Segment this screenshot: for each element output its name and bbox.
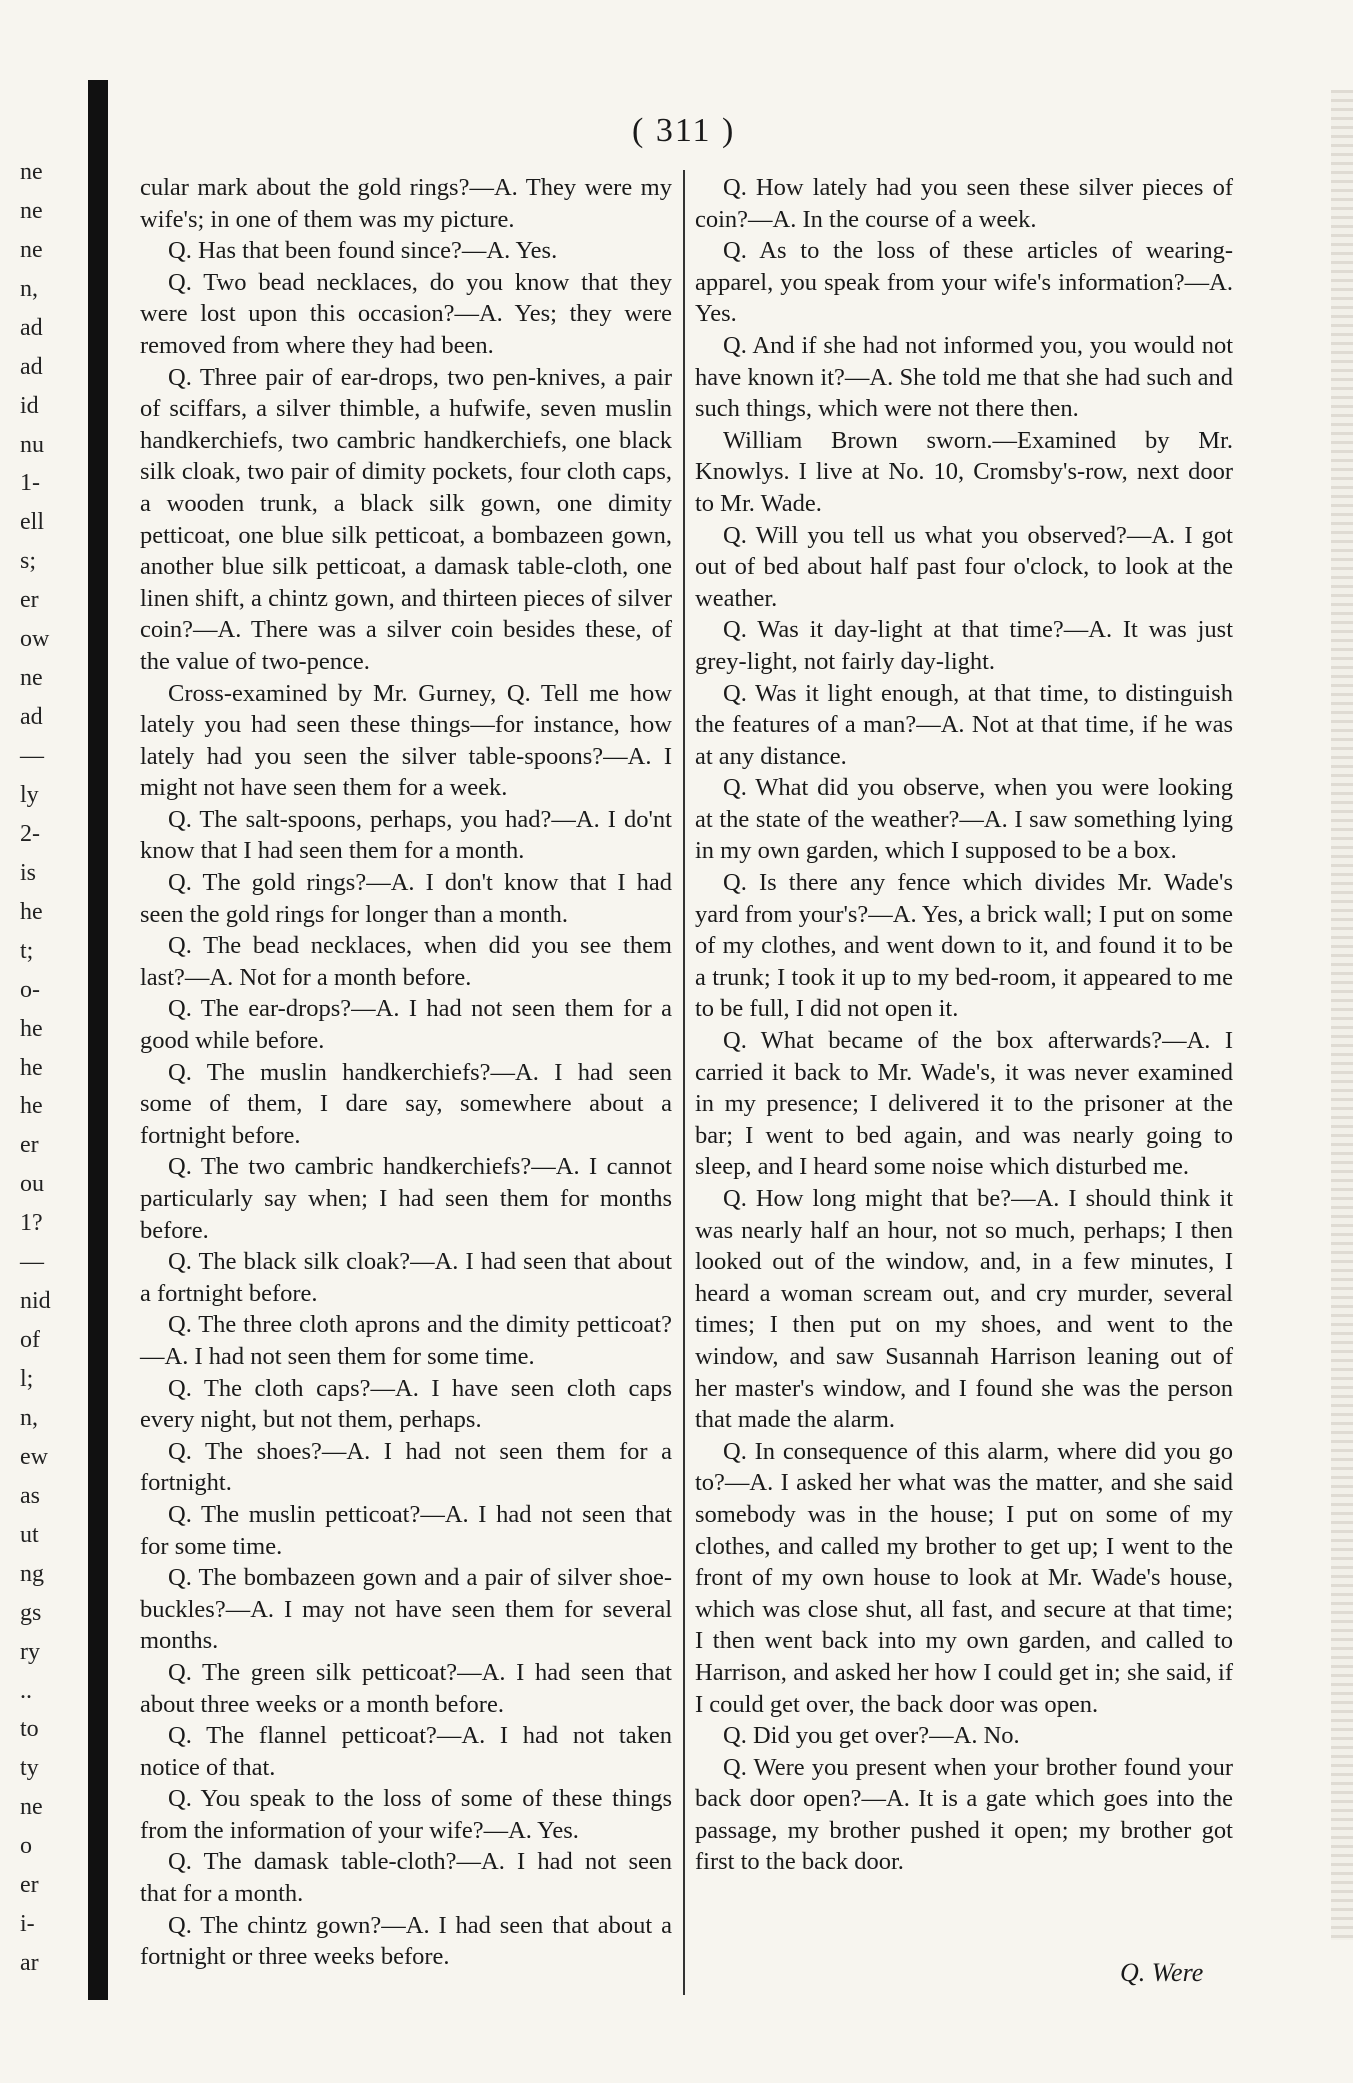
margin-fragment: ell xyxy=(20,509,44,535)
margin-fragment: ne xyxy=(20,159,43,185)
margin-fragment: ou xyxy=(20,1171,44,1197)
column-divider xyxy=(683,170,685,1995)
paragraph: Q. How lately had you seen these silver pieces of coin?—A. In the course of a week. xyxy=(695,174,1233,233)
paragraph: Q. The cloth caps?—A. I have seen cloth caps every night, but not them, perhaps. xyxy=(140,1374,672,1434)
margin-fragment: l; xyxy=(20,1366,34,1392)
paragraph: Q. The muslin handkerchiefs?—A. I had seen some of them, I dare say, somewhere about a fortnight before. xyxy=(140,1058,672,1149)
margin-fragment: nu xyxy=(20,432,44,458)
margin-fragment: 1- xyxy=(20,470,40,496)
paragraph: Q. Two bead necklaces, do you know that they were lost upon this occasion?—A. Yes; they were removed from where they had been. xyxy=(140,268,672,359)
paragraph: Q. Is there any fence which divides Mr. Wade's yard from your's?—A. Yes, a brick wall; I put on some of my clothes, and went down to it, and found it to be a trunk; I took it up to my bed-room, it appeared to me to be full, I did not open it. xyxy=(695,869,1233,1023)
paragraph: Q. Was it light enough, at that time, to distinguish the features of a man?—A. Not at that time, if he was at any distance. xyxy=(695,679,1233,770)
paragraph: cular mark about the gold rings?—A. They were my wife's; in one of them was my picture. xyxy=(140,174,672,233)
paragraph: Q. Has that been found since?—A. Yes. xyxy=(168,237,558,265)
paragraph: Q. And if she had not informed you, you would not have known it?—A. She told me that she had such and such things, which were not there then. xyxy=(695,331,1233,423)
binding-shadow xyxy=(88,80,108,2000)
margin-fragment: ty xyxy=(20,1755,39,1781)
margin-fragment: ng xyxy=(20,1561,44,1587)
margin-fragment: n, xyxy=(20,276,38,302)
paragraph: Q. The ear-drops?—A. I had not seen them for a good while before. xyxy=(140,995,672,1055)
paragraph: Q. As to the loss of these articles of wearing-apparel, you speak from your wife's information?—A. Yes. xyxy=(695,237,1233,328)
paragraph: Q. How long might that be?—A. I should think it was nearly half an hour, not so much, perhaps; I then looked out of the window, and, in a few minutes, I heard a woman scream out, and cry murder, several times; I then put on my shoes, and went to the window, and saw Susannah Harrison leaning out of her master's window, and I found she was the person that made the alarm. xyxy=(695,1185,1233,1434)
paragraph: William Brown sworn.—Examined by Mr. Knowlys. I live at No. 10, Cromsby's-row, next door to Mr. Wade. xyxy=(695,426,1233,517)
adjacent-page-fragments xyxy=(0,160,80,2030)
margin-fragment: ow xyxy=(20,626,50,652)
margin-fragment: ry xyxy=(20,1639,40,1665)
margin-fragment: ar xyxy=(20,1950,39,1976)
margin-fragment: id xyxy=(20,393,39,419)
margin-fragment: er xyxy=(20,1872,39,1898)
paragraph: Q. The gold rings?—A. I don't know that I had seen the gold rings for longer than a month. xyxy=(140,869,672,928)
paragraph: Q. The black silk cloak?—A. I had seen that about a fortnight before. xyxy=(140,1248,672,1307)
paragraph: Q. Did you get over?—A. No. xyxy=(723,1722,1020,1750)
paragraph: Q. The shoes?—A. I had not seen them for a fortnight. xyxy=(140,1437,672,1497)
paragraph: Q. The bead necklaces, when did you see them last?—A. Not for a month before. xyxy=(140,932,672,991)
margin-fragment: — xyxy=(20,1249,44,1275)
right-column xyxy=(695,172,1233,1878)
margin-fragment: he xyxy=(20,899,43,925)
paragraph: Q. You speak to the loss of some of these things from the information of your wife?—A. Yes. xyxy=(140,1785,672,1844)
paragraph: Q. The two cambric handkerchiefs?—A. I cannot particularly say when; I had seen them for months before. xyxy=(140,1153,672,1244)
margin-fragment: to xyxy=(20,1716,39,1742)
margin-fragment: ne xyxy=(20,198,43,224)
paragraph: Q. The green silk petticoat?—A. I had seen that about three weeks or a month before. xyxy=(140,1658,672,1718)
paragraph: Q. What did you observe, when you were looking at the state of the weather?—A. I saw something lying in my own garden, which I supposed to be a box. xyxy=(695,774,1233,865)
margin-fragment: ad xyxy=(20,354,43,380)
paragraph: Q. The muslin petticoat?—A. I had not seen that for some time. xyxy=(140,1500,672,1560)
margin-fragment: ne xyxy=(20,1794,43,1820)
paragraph: Q. Will you tell us what you observed?—A. I got out of bed about half past four o'clock, to look at the weather. xyxy=(695,521,1233,612)
margin-fragment: .. xyxy=(20,1678,32,1704)
margin-fragment: nid xyxy=(20,1288,51,1314)
paragraph: Q. The flannel petticoat?—A. I had not taken notice of that. xyxy=(140,1722,672,1781)
margin-fragment: ew xyxy=(20,1444,48,1470)
catchword: Q. Were xyxy=(1120,1958,1204,1987)
paragraph: Q. The chintz gown?—A. I had seen that about a fortnight or three weeks before. xyxy=(140,1911,672,1971)
paragraph: Q. Were you present when your brother found your back door open?—A. It is a gate which goes into the passage, my brother pushed it open; my brother got first to the back door. xyxy=(695,1753,1233,1876)
margin-fragment: o xyxy=(20,1833,32,1859)
margin-fragment: he xyxy=(20,1016,43,1042)
margin-fragment: ne xyxy=(20,237,43,263)
margin-fragment: he xyxy=(20,1055,43,1081)
margin-fragment: er xyxy=(20,587,39,613)
paragraph: Q. The three cloth aprons and the dimity petticoat?—A. I had not seen them for some time. xyxy=(140,1311,672,1370)
margin-fragment: of xyxy=(20,1327,40,1353)
margin-fragment: ad xyxy=(20,315,43,341)
paragraph: Q. What became of the box afterwards?—A. I carried it back to Mr. Wade's, it was never examined in my presence; I delivered it to the prisoner at the bar; I went to bed again, and was nearly going to sleep, and I heard some noise which disturbed me. xyxy=(695,1027,1233,1181)
paragraph: Q. The damask table-cloth?—A. I had not seen that for a month. xyxy=(140,1848,672,1908)
margin-fragment: gs xyxy=(20,1600,42,1626)
margin-fragment: er xyxy=(20,1132,39,1158)
margin-fragment: as xyxy=(20,1483,40,1509)
margin-fragment: o- xyxy=(20,977,40,1003)
paragraph: Q. Three pair of ear-drops, two pen-knives, a pair of sciffars, a silver thimble, a hufwife, seven muslin handkerchiefs, two cambric handkerchiefs, one black silk cloak, two pair of dimity pockets, four cloth caps, a wooden trunk, a black silk gown, one dimity petticoat, one blue silk petticoat, a bombazeen gown, another blue silk petticoat, a damask table-cloth, one linen shift, a chintz gown, and thirteen pieces of silver coin?—A. There was a silver coin besides these, of the value of two-pence. xyxy=(140,363,672,675)
paragraph: Cross-examined by Mr. Gurney, Q. Tell me how lately you had seen these things—for instance, how lately had you seen the silver table-spoons?—A. I might not have seen them for a week. xyxy=(140,679,672,802)
margin-fragment: he xyxy=(20,1093,43,1119)
paragraph: Q. The bombazeen gown and a pair of silver shoe-buckles?—A. I may not have seen them for several months. xyxy=(140,1564,672,1655)
margin-fragment: n, xyxy=(20,1405,38,1431)
margin-fragment: 2- xyxy=(20,821,40,847)
margin-fragment: i- xyxy=(20,1911,35,1937)
margin-fragment: ad xyxy=(20,704,43,730)
margin-fragment: — xyxy=(20,743,44,769)
paragraph: Q. Was it day-light at that time?—A. It was just grey-light, not fairly day-light. xyxy=(695,616,1233,675)
margin-fragment: 1? xyxy=(20,1210,43,1236)
paragraph: Q. The salt-spoons, perhaps, you had?—A. I do'nt know that I had seen them for a month. xyxy=(140,805,672,865)
margin-fragment: ut xyxy=(20,1522,39,1548)
left-column xyxy=(140,172,672,1973)
margin-fragment: is xyxy=(20,860,37,886)
margin-fragment: ly xyxy=(20,782,39,808)
margin-fragment: t; xyxy=(20,938,34,964)
margin-fragment: s; xyxy=(20,548,37,574)
page-number: ( 311 ) xyxy=(632,112,736,149)
paragraph: Q. In consequence of this alarm, where did you go to?—A. I asked her what was the matter, and she said somebody was in the house; I put on some of my clothes, and called my brother to get up; I went to the front of my own house to look at Mr. Wade's house, which was close shut, all fast, and secure at that time; I then went back into my own garden, and called to Harrison, and asked her how I could get in; she said, if I could get over, the back door was open. xyxy=(695,1437,1233,1718)
margin-fragment: ne xyxy=(20,665,43,691)
page-edge xyxy=(1331,90,1353,1940)
